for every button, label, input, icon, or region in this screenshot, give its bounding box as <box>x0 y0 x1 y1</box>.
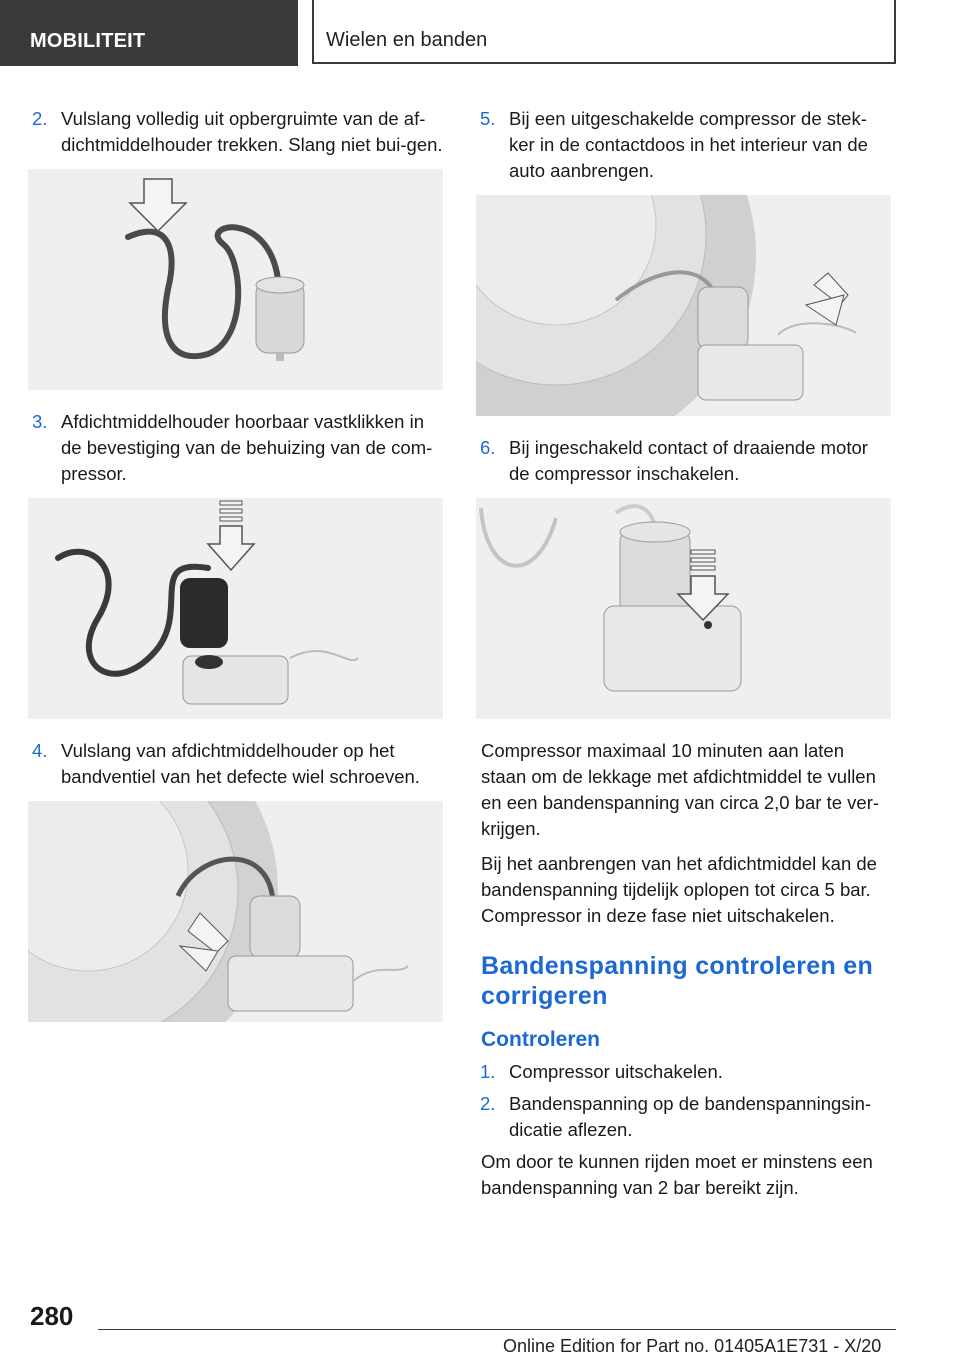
step-number: 1. <box>480 1061 496 1082</box>
step-text: Compressor uitschakelen. <box>509 1061 723 1082</box>
paragraph: Compressor maximaal 10 minuten aan laten staan om de lekkage met afdichtmiddel te vullen en een bandenspanning van circa 2,0 bar te ver-krijgen. <box>481 740 880 839</box>
step-5 <box>476 106 891 184</box>
hose-illustration <box>28 169 443 390</box>
step-4 <box>28 738 443 790</box>
socket-plug-illustration <box>476 195 891 416</box>
step-2 <box>28 106 443 158</box>
edition-note: Online Edition for Part no. 01405A1E731 - X/20 <box>503 1336 882 1356</box>
step-text: Vulslang volledig uit opbergruimte van de af-dichtmiddelhouder trekken. Slang niet bui-gen. <box>61 108 443 155</box>
step-text: Vulslang van afdichtmiddelhouder op het bandventiel van het defecte wiel schroeven. <box>61 740 420 787</box>
left-column <box>28 106 443 1041</box>
clip-container-illustration <box>28 498 443 719</box>
right-column <box>476 106 891 1210</box>
step-number: 5. <box>480 108 496 129</box>
step-6 <box>476 435 891 487</box>
valve-connection-illustration <box>28 801 443 1022</box>
section-title: MOBILITEIT <box>0 0 298 66</box>
page-header <box>0 0 960 66</box>
page-number: 280 <box>30 1301 74 1331</box>
step-text: Afdichtmiddelhouder hoorbaar vastklikken in de bevestiging van de behuizing van de com-pressor. <box>61 411 433 484</box>
step-text: Bandenspanning op de bandenspanningsin-dicatie aflezen. <box>509 1093 872 1140</box>
paragraph: Bij het aanbrengen van het afdichtmiddel kan de bandenspanning tijdelijk oplopen tot circa 5 bar. Compressor in deze fase niet uitschakelen. <box>481 853 877 926</box>
step-number: 2. <box>480 1093 496 1114</box>
check-step-1 <box>476 1059 891 1085</box>
step-text: Bij ingeschakeld contact of draaiende motor de compressor inschakelen. <box>509 437 868 484</box>
step-number: 4. <box>32 740 48 761</box>
subsection-heading: Controleren <box>481 1028 601 1051</box>
step-text: Bij een uitgeschakelde compressor de stek-ker in de contactdoos in het interieur van de auto aanbrengen. <box>509 108 868 181</box>
step-3 <box>28 409 443 487</box>
check-step-2 <box>476 1091 891 1143</box>
section-heading: Bandenspanning controleren en corrigeren <box>481 952 874 1010</box>
paragraph: Om door te kunnen rijden moet er minstens een bandenspanning van 2 bar bereikt zijn. <box>481 1151 873 1198</box>
step-number: 2. <box>32 108 48 129</box>
chapter-title: Wielen en banden <box>312 0 896 64</box>
compressor-switch-illustration <box>476 498 891 719</box>
step-number: 6. <box>480 437 496 458</box>
step-number: 3. <box>32 411 48 432</box>
footer-divider <box>98 1329 896 1330</box>
